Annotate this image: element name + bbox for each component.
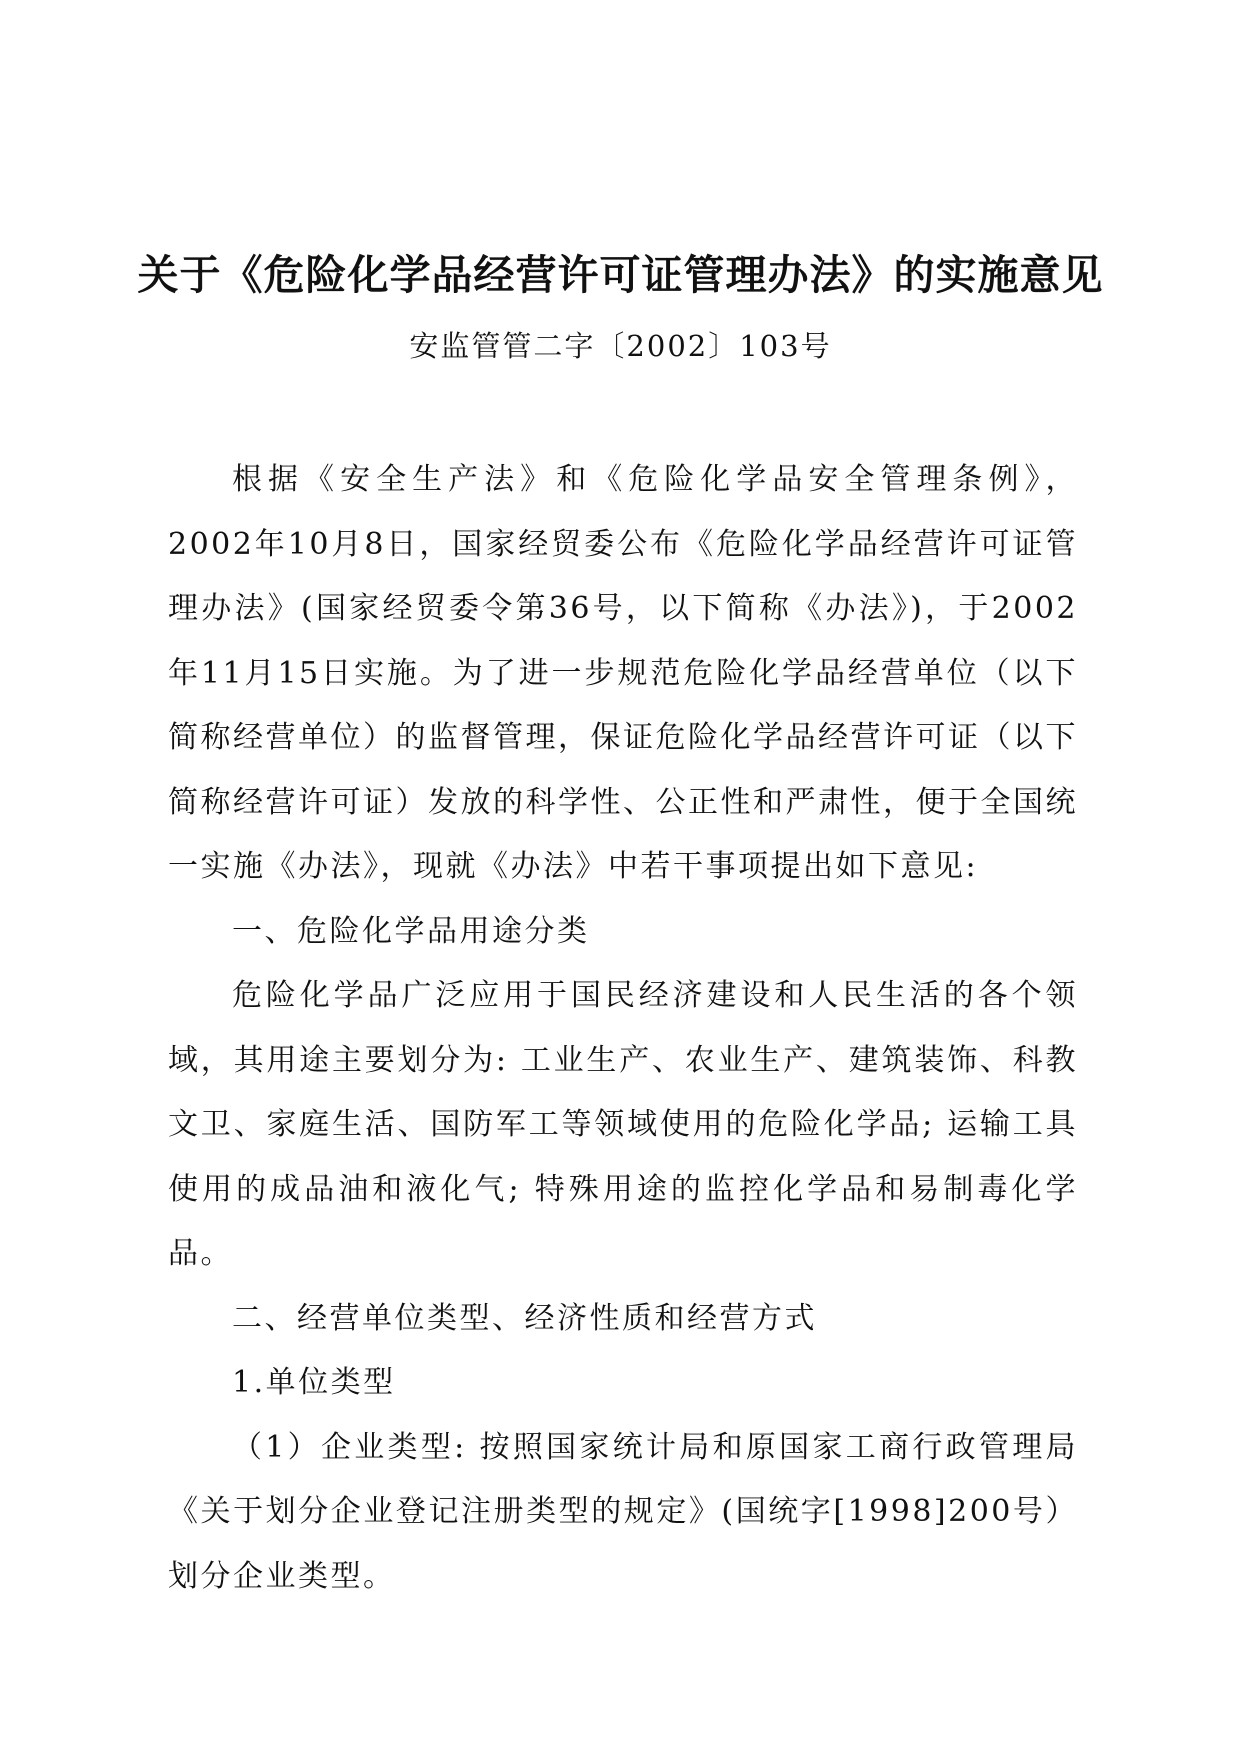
subsection-heading-1: 1.单位类型 bbox=[232, 1365, 396, 1400]
section-heading-1: 一、危险化学品用途分类 bbox=[232, 913, 590, 949]
paragraph-usage-classification: 危险化学品广泛应用于国民经济建设和人民生活的各个领域，其用途主要划分为: 工业生产、农业生产、建筑装饰、科教文卫、家庭生活、国防军工等领域使用的危险化学品; 运输工具使用的成品油和液化气; 特殊用途的监控化学品和易制毒化学品。 bbox=[168, 978, 1078, 1271]
paragraph-enterprise-type: （1）企业类型: 按照国家统计局和原国家工商行政管理局《关于划分企业登记注册类型的规定》(国统字[1998]200号）划分企业类型。 bbox=[168, 1429, 1078, 1594]
document-body bbox=[168, 448, 1078, 1609]
document-number: 安监管管二字〔2002〕103号 bbox=[409, 329, 832, 363]
document-title: 关于《危险化学品经营许可证管理办法》的实施意见 bbox=[137, 251, 1104, 299]
paragraph-intro: 根据《安全生产法》和《危险化学品安全管理条例》，2002年10月8日，国家经贸委公布《危险化学品经营许可证管理办法》(国家经贸委令第36号，以下简称《办法》)，于2002年11月15日实施。为了进一步规范危险化学品经营单位（以下简称经营单位）的监督管理，保证危险化学品经营许可证（以下简称经营许可证）发放的科学性、公正性和严肃性，便于全国统一实施《办法》，现就《办法》中若干事项提出如下意见: bbox=[168, 462, 1078, 884]
section-heading-2: 二、经营单位类型、经济性质和经营方式 bbox=[232, 1300, 817, 1336]
